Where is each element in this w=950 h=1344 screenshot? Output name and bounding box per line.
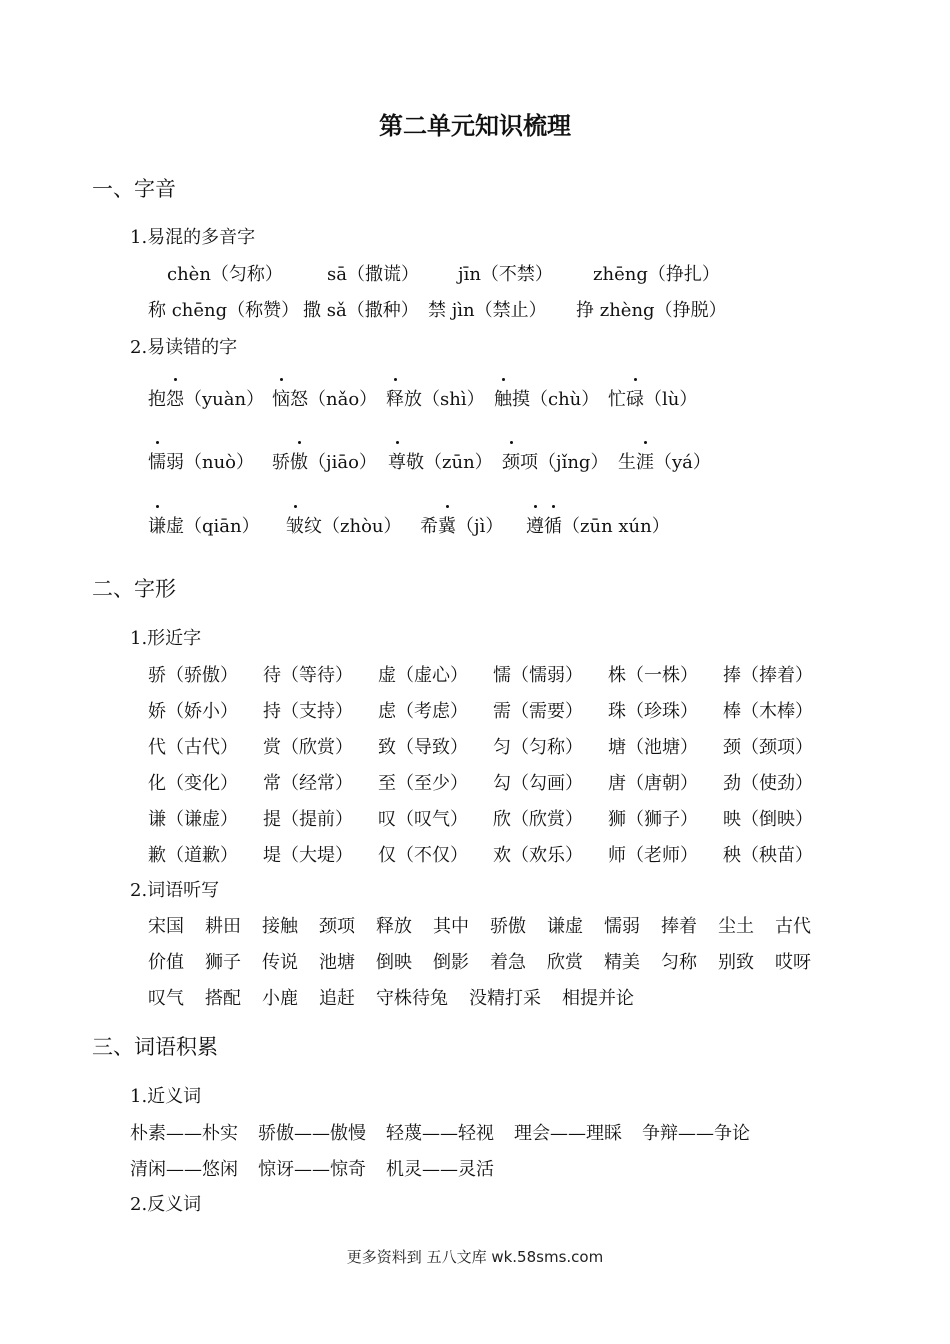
misread-item: 懦弱（nuò） [148,448,254,474]
similar-char-cell: 映（倒映） [723,809,813,830]
synonyms-row-2 [130,1155,514,1181]
similar-char-cell: 秧（秧苗） [723,845,813,866]
subheading-misread: 2.易读错的字 [130,337,238,358]
misread-item: 遵循（zūn xún） [526,512,670,538]
word-item: 耕田 [205,916,241,937]
similar-char-cell: 匀（匀称） [493,737,583,758]
word-item: 宋国 [148,916,184,937]
word-item: 匀称 [661,952,697,973]
word-item: 其中 [433,916,469,937]
similar-char-cell: 堤（大堤） [263,845,353,866]
subheading-polyphones: 1.易混的多音字 [130,227,256,248]
word-item: 机灵——灵活 [386,1159,494,1180]
synonyms-row-1 [130,1119,770,1145]
word-item: 追赶 [319,988,355,1009]
misread-row-1 [0,385,950,409]
similar-char-cell: 赏（欣赏） [263,737,353,758]
polyphone-item: zhēng（挣扎） [593,264,720,285]
word-item: 搭配 [205,988,241,1009]
word-item: 价值 [148,952,184,973]
word-item: 别致 [718,952,754,973]
word-item: 倒影 [433,952,469,973]
section-heading-vocab: 三、词语积累 [92,1035,218,1059]
subheading-dictation: 2.词语听写 [130,880,220,901]
polyphones-row-1 [0,260,950,284]
similar-char-cell: 捧（捧着） [723,665,813,686]
word-item: 骄傲——傲慢 [258,1123,366,1144]
misread-item: 谦虚（qiān） [148,512,260,538]
similar-char-cell: 仅（不仅） [378,845,468,866]
dictation-row-1 [148,912,832,938]
similar-char-cell: 欢（欢乐） [493,845,583,866]
word-item: 欣赏 [547,952,583,973]
similar-char-cell: 待（等待） [263,665,353,686]
word-item: 守株待兔 [376,988,448,1009]
similar-char-cell: 歉（道歉） [148,845,238,866]
word-item: 狮子 [205,952,241,973]
word-item: 小鹿 [262,988,298,1009]
word-item: 争辩——争论 [642,1123,750,1144]
similar-char-cell: 株（一株） [608,665,698,686]
section-heading-pronunciation: 一、字音 [92,177,176,201]
similar-char-cell: 珠（珍珠） [608,701,698,722]
similar-char-cell: 勾（勾画） [493,773,583,794]
similar-char-cell: 师（老师） [608,845,698,866]
word-item: 传说 [262,952,298,973]
polyphone-item: 撒 sǎ（撒种） [303,300,419,321]
word-item: 骄傲 [490,916,526,937]
similar-char-cell: 颈（颈项） [723,737,813,758]
word-item: 古代 [775,916,811,937]
word-item: 懦弱 [604,916,640,937]
misread-item: 尊敬（zūn） [388,448,493,474]
word-item: 没精打采 [469,988,541,1009]
polyphone-item: chèn（匀称） [167,264,283,285]
misread-item: 皱纹（zhòu） [286,512,402,538]
similar-char-cell: 娇（娇小） [148,701,238,722]
polyphone-item: 禁 jìn（禁止） [428,300,547,321]
word-item: 叹气 [148,988,184,1009]
word-item: 颈项 [319,916,355,937]
similar-char-cell: 懦（懦弱） [493,665,583,686]
polyphones-row-2 [0,296,950,320]
subheading-similar: 1.形近字 [130,628,202,649]
similar-char-cell: 唐（唐朝） [608,773,698,794]
subheading-synonyms: 1.近义词 [130,1086,202,1107]
word-item: 哎呀 [775,952,811,973]
similar-char-cell: 致（导致） [378,737,468,758]
misread-item: 希冀（jì） [420,512,503,538]
similar-char-cell: 谦（谦虚） [148,809,238,830]
polyphone-item: 称 chēng（称赞） [148,300,300,321]
similar-char-cell: 需（需要） [493,701,583,722]
word-item: 清闲——悠闲 [130,1159,238,1180]
dictation-row-3 [148,984,655,1010]
misread-item: 骄傲（jiāo） [272,448,377,474]
word-item: 朴素——朴实 [130,1123,238,1144]
word-item: 惊讶——惊奇 [258,1159,366,1180]
similar-char-cell: 虚（虚心） [378,665,468,686]
similar-char-cell: 叹（叹气） [378,809,468,830]
similar-char-cell: 狮（狮子） [608,809,698,830]
word-item: 释放 [376,916,412,937]
misread-item: 忙碌（lù） [608,385,697,411]
similar-char-cell: 代（古代） [148,737,238,758]
misread-row-2 [0,448,950,472]
misread-item: 颈项（jǐng） [502,448,608,474]
dictation-row-2 [148,948,832,974]
word-item: 池塘 [319,952,355,973]
misread-item: 抱怨（yuàn） [148,385,264,411]
similar-char-cell: 虑（考虑） [378,701,468,722]
word-item: 接触 [262,916,298,937]
similar-char-cell: 劲（使劲） [723,773,813,794]
subheading-antonyms: 2.反义词 [130,1194,202,1215]
similar-char-cell: 至（至少） [378,773,468,794]
word-item: 谦虚 [547,916,583,937]
similar-char-cell: 化（变化） [148,773,238,794]
similar-char-cell: 欣（欣赏） [493,809,583,830]
word-item: 倒映 [376,952,412,973]
word-item: 着急 [490,952,526,973]
similar-char-cell: 塘（池塘） [608,737,698,758]
misread-item: 恼怒（nǎo） [272,385,377,411]
polyphone-item: sā（撒谎） [327,264,419,285]
word-item: 理会——理睬 [514,1123,622,1144]
similar-char-cell: 骄（骄傲） [148,665,238,686]
word-item: 精美 [604,952,640,973]
polyphone-item: 挣 zhèng（挣脱） [576,300,727,321]
similar-char-cell: 持（支持） [263,701,353,722]
word-item: 尘土 [718,916,754,937]
section-heading-glyph: 二、字形 [92,577,176,601]
word-item: 轻蔑——轻视 [386,1123,494,1144]
page-title: 第二单元知识梳理 [379,112,571,140]
misread-item: 生涯（yá） [618,448,711,474]
misread-item: 触摸（chù） [494,385,599,411]
misread-item: 释放（shì） [386,385,485,411]
similar-char-cell: 常（经常） [263,773,353,794]
word-item: 相提并论 [562,988,634,1009]
similar-char-cell: 提（提前） [263,809,353,830]
misread-row-3 [0,512,950,536]
polyphone-item: jīn（不禁） [458,264,553,285]
similar-char-cell: 棒（木棒） [723,701,813,722]
word-item: 捧着 [661,916,697,937]
footer-source: 更多资料到 五八文库 wk.58sms.com [346,1248,604,1266]
